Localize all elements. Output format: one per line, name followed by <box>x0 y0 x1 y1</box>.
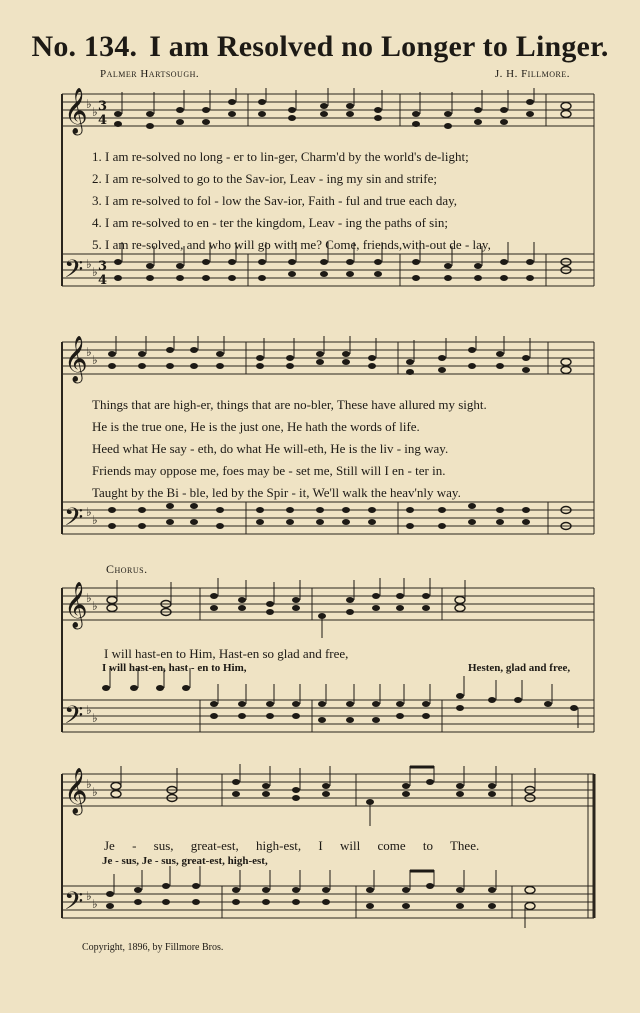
hymn-title-text: I am Resolved no Longer to Linger. <box>149 30 609 63</box>
svg-text:3: 3 <box>98 259 108 274</box>
svg-text:♭: ♭ <box>92 599 98 613</box>
chorus-lyric-echo-1a: I will hast-en, hast - en to Him, <box>102 662 247 674</box>
svg-text:𝄞: 𝄞 <box>64 88 88 134</box>
chorus-lyric-echo-2: Je - sus, Je - sus, great-est, high-est, <box>102 855 268 867</box>
svg-text:♭: ♭ <box>92 265 98 279</box>
svg-text:𝄞: 𝄞 <box>64 336 88 382</box>
chorus-lyric-melody-2: Je - sus, great-est, high-est, I will come to Thee. <box>104 838 480 853</box>
svg-text:3: 3 <box>98 99 108 114</box>
author-credit: Palmer Hartsough. <box>100 68 200 80</box>
lyric-line: 3. I am re-solved to fol - low the Sav-ior, Faith - ful and true each day, <box>92 193 458 208</box>
svg-text:𝄢: 𝄢 <box>64 887 84 922</box>
lyric-line: Heed what He say - eth, do what He will-eth, He is the liv - ing way. <box>92 441 449 456</box>
svg-text:♭: ♭ <box>86 257 92 271</box>
chorus-lyric-melody-1: I will hast-en to Him, Hast-en so glad and free, <box>104 646 349 661</box>
svg-text:𝄢: 𝄢 <box>64 503 84 538</box>
svg-text:♭: ♭ <box>86 889 92 903</box>
lyric-line: He is the true one, He is the just one, He hath the words of life. <box>92 419 420 434</box>
hymn-title <box>0 30 640 64</box>
svg-text:♭: ♭ <box>86 97 92 111</box>
svg-text:𝄢: 𝄢 <box>64 701 84 736</box>
svg-text:♭: ♭ <box>86 591 92 605</box>
svg-text:♭: ♭ <box>92 513 98 527</box>
music-system-4 <box>0 764 640 944</box>
staff-notation-4 <box>0 764 640 944</box>
lyric-line: 1. I am re-solved no long - er to lin-ger, Charm'd by the world's de-light; <box>92 149 469 164</box>
lyric-line: Things that are high-er, things that are no-bler, These have allured my sight. <box>92 397 487 412</box>
svg-text:♭: ♭ <box>86 777 92 791</box>
copyright-notice: Copyright, 1896, by Fillmore Bros. <box>82 942 224 953</box>
svg-text:4: 4 <box>98 113 108 128</box>
svg-text:♭: ♭ <box>92 785 98 799</box>
svg-text:♭: ♭ <box>86 703 92 717</box>
lyric-line: Taught by the Bi - ble, led by the Spir - it, We'll walk the heav'nly way. <box>92 485 461 500</box>
chorus-lyric-echo-1b: Hesten, glad and free, <box>468 662 571 674</box>
svg-text:♭: ♭ <box>92 353 98 367</box>
svg-text:4: 4 <box>98 273 108 288</box>
svg-text:𝄢: 𝄢 <box>64 255 84 290</box>
lyric-line: 5. I am re-solved, and who will go with me? Come, friends,with-out de - lay, <box>92 237 491 252</box>
svg-text:♭: ♭ <box>86 345 92 359</box>
lyric-line: Friends may oppose me, foes may be - set me, Still will I en - ter in. <box>92 463 446 478</box>
lyric-line: 2. I am re-solved to go to the Sav-ior, Leav - ing my sin and strife; <box>92 171 437 186</box>
svg-text:♭: ♭ <box>92 711 98 725</box>
svg-text:♭: ♭ <box>92 105 98 119</box>
chorus-label: Chorus. <box>106 562 148 576</box>
hymn-number: No. 134. <box>31 30 138 63</box>
svg-text:♭: ♭ <box>92 897 98 911</box>
composer-credit: J. H. Fillmore. <box>494 68 570 80</box>
svg-text:𝄞: 𝄞 <box>64 582 88 628</box>
svg-text:♭: ♭ <box>86 505 92 519</box>
svg-text:𝄞: 𝄞 <box>64 768 88 814</box>
lyric-line: 4. I am re-solved to en - ter the kingdom, Leav - ing the paths of sin; <box>92 215 448 230</box>
